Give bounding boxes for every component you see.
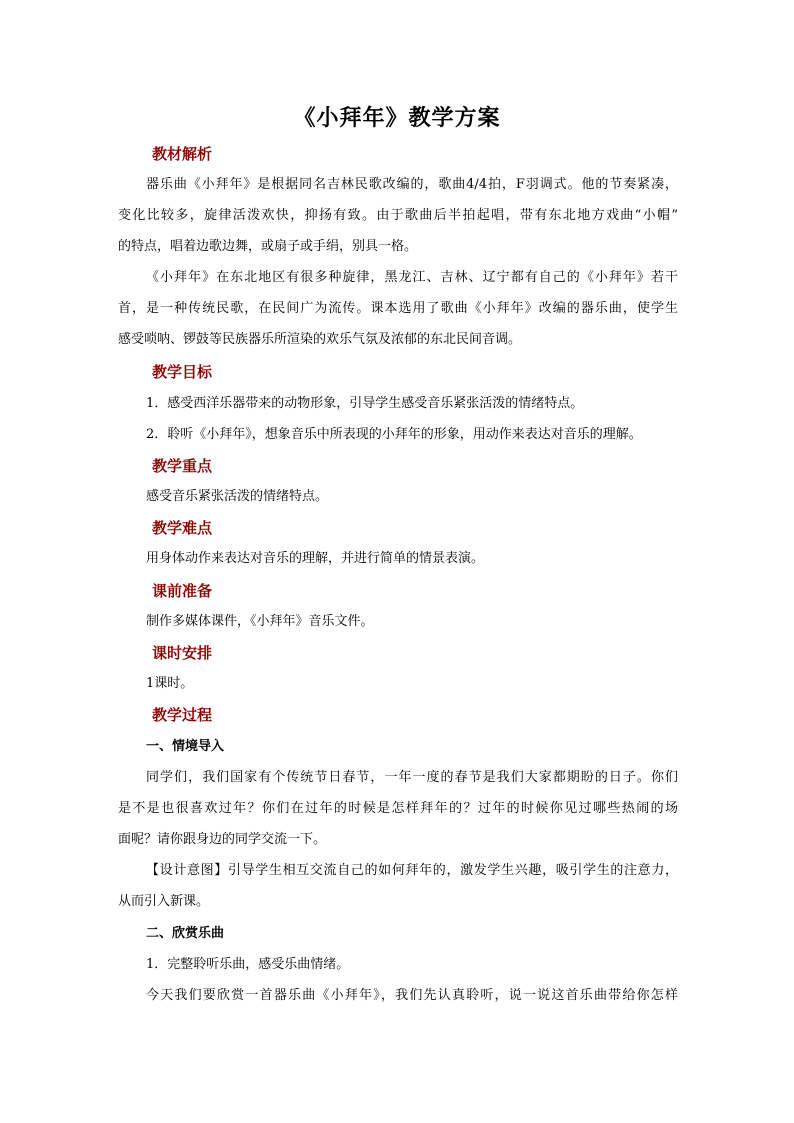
paragraph-line: 【设计意图】引导学生相互交流自己的如何拜年的，激发学生兴趣，吸引学生的注意力， <box>146 863 678 878</box>
subheading-intro: 一、情境导入 <box>146 739 225 754</box>
paragraph-line: 《小拜年》在东北地区有很多种旋律，黑龙江、吉林、辽宁都有自己的《小拜年》若干 <box>146 270 678 285</box>
heading-preparation: 课前准备 <box>152 582 213 600</box>
heading-analysis: 教材解析 <box>152 145 213 163</box>
paragraph-line: 感受音乐紧张活泼的情绪特点。 <box>146 489 329 504</box>
paragraph-line: 从而引入新课。 <box>118 894 210 909</box>
goal-item: 1．感受西洋乐器带来的动物形象，引导学生感受音乐紧张活泼的情绪特点。 <box>146 396 584 411</box>
paragraph-line: 首，是一种传统民歌，在民间广为流传。课本选用了歌曲《小拜年》改编的器乐曲，使学生 <box>118 301 678 316</box>
goal-item: 2．聆听《小拜年》，想象音乐中所表现的小拜年的形象，用动作来表达对音乐的理解。 <box>146 427 642 442</box>
heading-process: 教学过程 <box>152 706 213 724</box>
paragraph-line: 今天我们要欣赏一首器乐曲《小拜年》，我们先认真聆听，说一说这首乐曲带给你怎样 <box>146 988 678 1003</box>
heading-schedule: 课时安排 <box>152 644 213 662</box>
subheading-appreciation: 二、欣赏乐曲 <box>146 926 225 941</box>
paragraph-line: 是不是也很喜欢过年？你们在过年的时候是怎样拜年的？过年的时候你见过哪些热闹的场 <box>118 801 678 816</box>
paragraph-line: 变化比较多，旋律活泼欢快，抑扬有致。由于歌曲后半拍起唱，带有东北地方戏曲“小帽” <box>118 208 678 223</box>
paragraph-line: 器乐曲《小拜年》是根据同名吉林民歌改编的，歌曲4/4拍，F羽调式。他的节奏紧凑， <box>146 177 678 192</box>
paragraph-line: 1课时。 <box>146 676 194 691</box>
paragraph-line: 同学们，我们国家有个传统节日春节，一年一度的春节是我们大家都期盼的日子。你们 <box>146 770 678 785</box>
paragraph-line: 的特点，唱着边歌边舞，或扇子或手绢，别具一格。 <box>118 239 418 254</box>
page-title: 《小拜年》教学方案 <box>293 105 501 131</box>
paragraph-line: 用身体动作来表达对音乐的理解，并进行简单的情景表演。 <box>146 551 485 566</box>
heading-key-points: 教学重点 <box>152 457 213 475</box>
paragraph-line: 1．完整聆听乐曲，感受乐曲情绪。 <box>146 957 350 972</box>
paragraph-line: 面呢？请你跟身边的同学交流一下。 <box>118 832 327 847</box>
paragraph-line: 制作多媒体课件，《小拜年》音乐文件。 <box>146 614 374 629</box>
paragraph-line: 感受唢呐、锣鼓等民族器乐所渲染的欢乐气氛及浓郁的东北民间音调。 <box>118 332 522 347</box>
heading-goals: 教学目标 <box>152 363 213 381</box>
heading-difficulties: 教学难点 <box>152 519 213 537</box>
